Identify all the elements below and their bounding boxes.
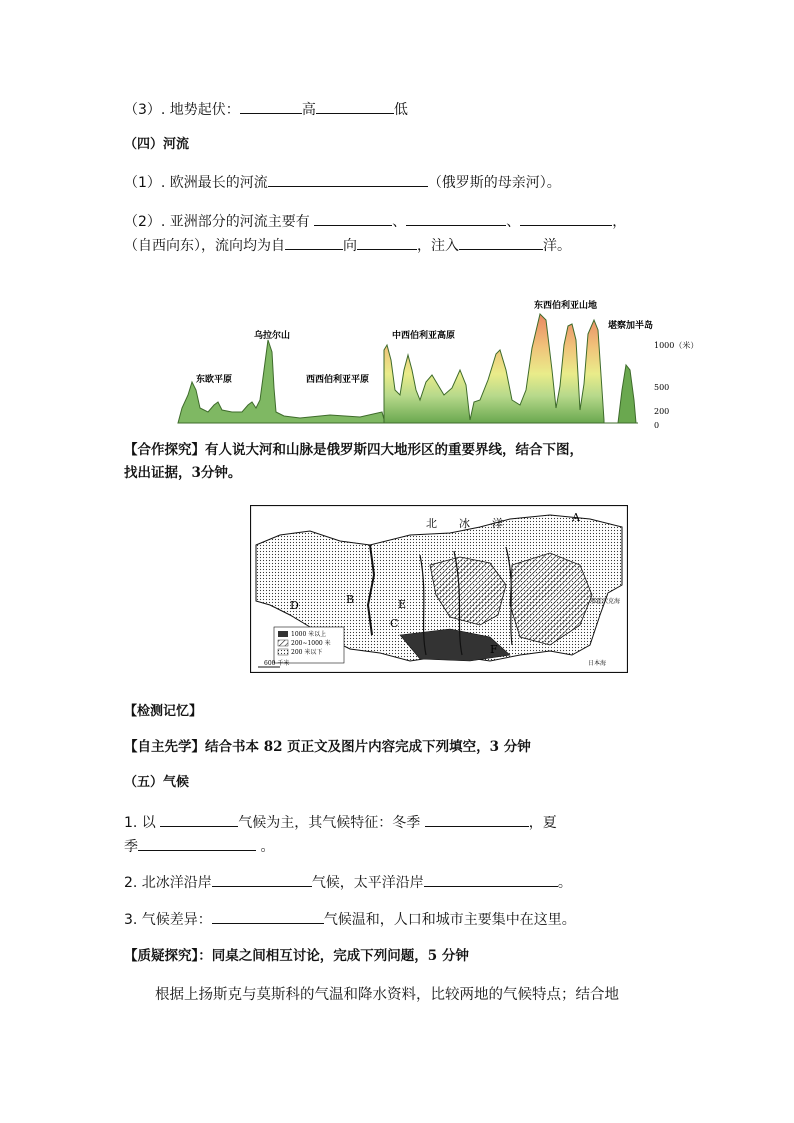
climate-q1-a: 1. 以	[124, 815, 156, 831]
terrain-question	[124, 99, 408, 120]
tick-200: 200	[654, 407, 670, 416]
climate-q1-c: ，夏	[528, 815, 557, 831]
river-q2-end: ，	[612, 214, 627, 230]
river-direction-from[interactable]	[285, 235, 343, 250]
terrain-blank-1[interactable]	[240, 99, 302, 114]
map-ocean-label: 北 冰 洋	[426, 517, 503, 530]
river-q2-prefix: （2）. 亚洲部分的河流主要有	[124, 214, 310, 230]
river-direction-to[interactable]	[357, 235, 417, 250]
label-east-european-plain: 东欧平原	[196, 375, 233, 385]
climate-q3-blank[interactable]	[212, 909, 324, 924]
river-q2-line1	[124, 211, 626, 232]
russia-map	[250, 505, 628, 673]
inquiry: 【质疑探究】：同桌之间相互讨论，完成下列问题，5 分钟	[124, 948, 469, 964]
label-ural: 乌拉尔山	[254, 331, 291, 341]
map-sea-japan: 日本海	[588, 660, 607, 667]
river-inject: ，注入	[417, 238, 459, 254]
terrain-profile	[170, 290, 700, 430]
climate-q2-blank-1[interactable]	[212, 872, 312, 887]
river-q2-sep-2: 、	[506, 214, 521, 230]
river-q2-blank-2[interactable]	[406, 211, 506, 226]
legend-low: 200 米以下	[291, 649, 323, 656]
river-q1	[124, 172, 561, 193]
climate-q3	[124, 909, 576, 930]
cooperation-line-1: 【合作探究】有人说大河和山脉是俄罗斯四大地形区的重要界线，结合下图，	[124, 442, 583, 458]
river-direction-word: 向	[343, 238, 357, 254]
river-q2-sep-1: 、	[392, 214, 407, 230]
climate-q2-a: 2. 北冰洋沿岸	[124, 875, 212, 891]
legend-swatch-mid	[278, 640, 288, 646]
climate-q2-b: 气候，太平洋沿岸	[311, 875, 424, 891]
climate-q1-blank-3[interactable]	[138, 836, 256, 851]
map-letter-c: C	[390, 617, 399, 630]
tick-0: 0	[654, 421, 660, 430]
climate-q1-b: 气候为主，其气候特征：冬季	[238, 815, 421, 831]
map-letter-e: E	[398, 598, 407, 611]
legend-swatch-low	[278, 649, 288, 655]
river-q1-prefix: （1）. 欧洲最长的河流	[124, 175, 268, 191]
climate-heading: （五）气候	[124, 775, 190, 790]
legend-high: 1000 米以上	[291, 631, 327, 638]
river-q1-suffix: （俄罗斯的母亲河）。	[427, 175, 561, 191]
label-east-siberian-mountains: 东西伯利亚山地	[534, 301, 598, 311]
terrain-blank-2[interactable]	[316, 99, 394, 114]
cooperation-line-2: 找出证据，3分钟。	[124, 465, 242, 481]
terrain-low: 低	[393, 102, 408, 118]
rivers-heading: （四）河流	[124, 137, 190, 152]
self-study: 【自主先学】结合书本 82 页正文及图片内容完成下列填空，3 分钟	[124, 739, 531, 755]
map-scale: 600 千米	[264, 660, 290, 667]
check-memory: 【检测记忆】	[124, 704, 203, 719]
terrain-high: 高	[301, 102, 316, 118]
map-letter-a: A	[572, 511, 580, 524]
tick-500: 500	[654, 383, 670, 392]
label-west-siberian-plain: 西西伯利亚平原	[306, 375, 370, 385]
climate-q3-a: 3. 气候差异：	[124, 912, 212, 928]
map-letter-f: F	[490, 643, 498, 656]
label-kamchatka: 堪察加半岛	[608, 321, 654, 331]
climate-q2-blank-2[interactable]	[424, 872, 558, 887]
label-central-siberian-plateau: 中西伯利亚高原	[392, 331, 456, 341]
climate-q1-d: 季	[124, 839, 138, 855]
terrain-prefix: （3）. 地势起伏：	[124, 102, 240, 118]
profile-kamchatka	[618, 365, 636, 423]
climate-q2-c: 。	[557, 875, 572, 891]
legend-swatch-high	[278, 631, 288, 637]
climate-q1-blank-1[interactable]	[160, 812, 238, 827]
map-letter-b: B	[346, 593, 355, 606]
river-q1-blank[interactable]	[268, 172, 428, 187]
legend-mid: 200~1000 米	[291, 640, 331, 647]
river-ocean-blank[interactable]	[459, 235, 543, 250]
climate-q3-b: 气候温和，人口和城市主要集中在这里。	[323, 912, 576, 928]
climate-q1-line2	[124, 836, 274, 857]
climate-q2	[124, 872, 572, 893]
river-q2-blank-3[interactable]	[520, 211, 612, 226]
climate-q1-e: 。	[260, 839, 275, 855]
tick-1000: 1000（米）	[654, 341, 699, 350]
climate-q1-blank-2[interactable]	[425, 812, 529, 827]
river-ocean: 洋。	[543, 238, 571, 254]
climate-q1-line1	[124, 812, 557, 833]
map-sea-okhotsk: 鄂霍次克海	[590, 598, 621, 605]
river-q2-line2	[124, 235, 571, 256]
river-q2-blank-1[interactable]	[314, 211, 392, 226]
last-paragraph: 根据上扬斯克与莫斯科的气温和降水资料，比较两地的气候特点；结合地	[155, 987, 619, 1003]
river-q2-line2-prefix: （自西向东），流向均为自	[124, 238, 285, 254]
map-letter-d: D	[290, 599, 299, 612]
